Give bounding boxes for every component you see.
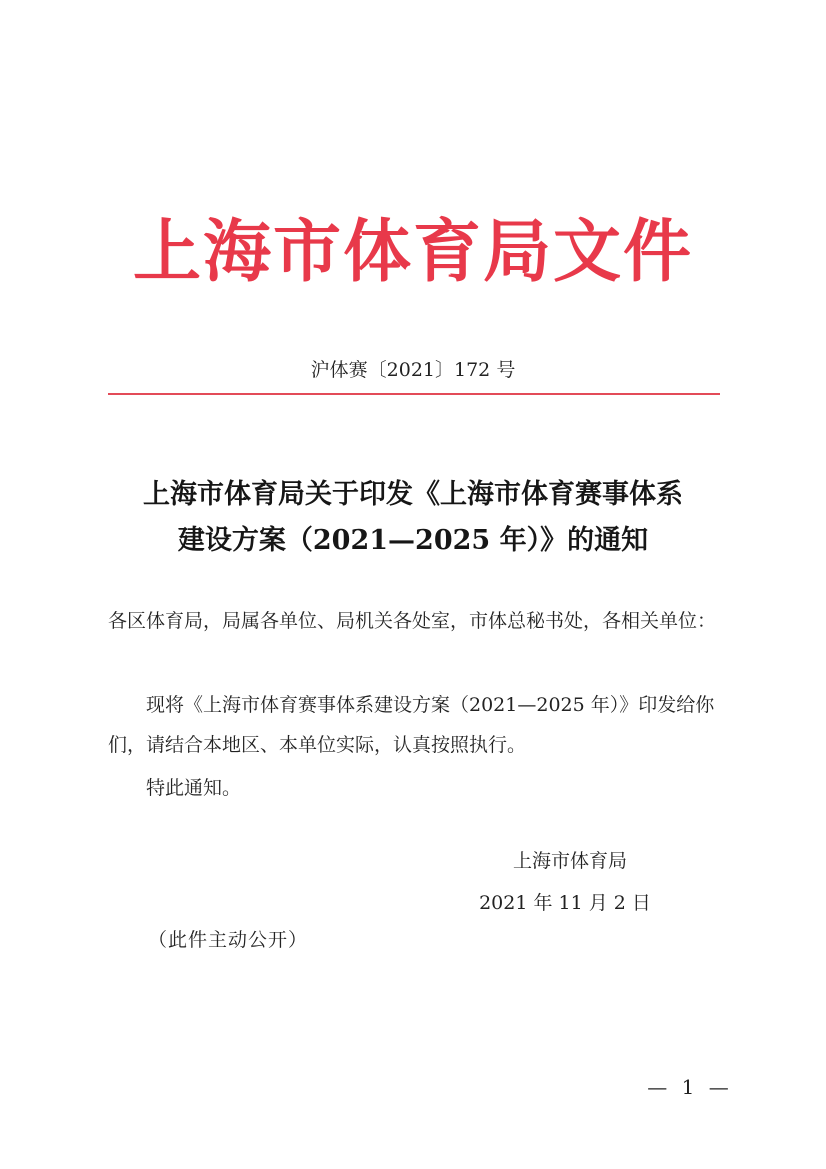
document-number: 沪体赛〔2021〕172 号 [310,359,516,381]
issuing-organization: 上海市体育局 [512,850,627,872]
addressee-paragraph: 各区体育局，局属各单位、局机关各处室，市体总秘书处，各相关单位： [108,610,717,632]
notice-title-line-1: 上海市体育局关于印发《上海市体育赛事体系 [143,479,683,510]
issue-date: 2021 年 11 月 2 日 [479,892,651,914]
masthead-title: 上海市体育局文件 [132,212,693,292]
body-paragraph: 现将《上海市体育赛事体系建设方案（2021—2025 年）》印发给你们，请结合本地区、本单位实际，认真按照执行。 [108,694,715,756]
page-number: — 1 — [647,1075,733,1099]
public-disclosure-note: （此件主动公开） [148,929,309,951]
notice-title-line-2: 建设方案（2021—2025 年）》的通知 [177,525,649,556]
notice-title [60,472,766,564]
closing-text: 特此通知。 [146,777,242,799]
signature-block [440,840,690,924]
red-divider-line [108,393,720,395]
